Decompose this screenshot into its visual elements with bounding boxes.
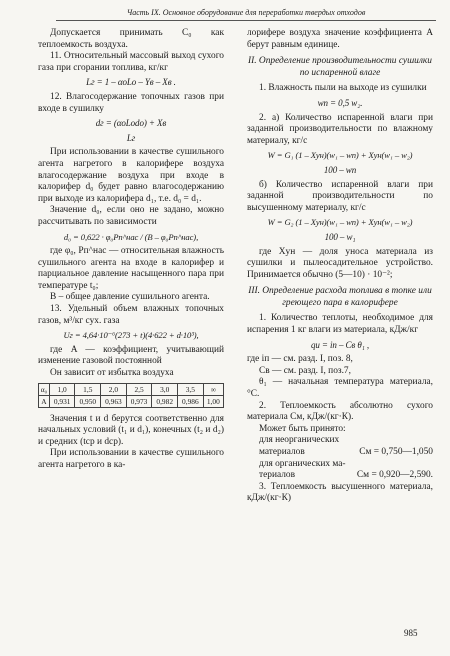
running-header: Часть IX. Основное оборудование для переработки твердых отходов [56,6,436,21]
paragraph: Может быть принято: [259,423,346,434]
table-cell: 3,5 [178,383,204,395]
table-cell: 3,0 [152,383,178,395]
paragraph: 2. а) Количество испаренной влаги при заданной производительности по влажному материалу, кг/с [247,112,433,146]
table-row [39,395,224,407]
paragraph: 13. Удельный объем влажных топочных газов, м³/кг сух. газа [38,304,224,326]
material-row [247,470,433,482]
table-cell: 0,982 [152,395,178,407]
paragraph: θ₁ — начальная температура материала, °С. [247,377,433,400]
paragraph: где φ₀, Pп^нас — относительная влажность сушильного агента на входе в калорифер и парциальное давление насыщенного пара при температуре t₀; [38,246,224,291]
formula-denominator: 100 – wп [323,164,357,175]
formula: qи = iп – Cв θ₁ , [310,339,370,350]
paragraph: 1. Влажность пыли на выходе из сушилки [259,83,427,94]
material-row [247,447,433,459]
material-label: териалов [259,470,295,481]
paragraph: 3. Теплоемкость высушенного материала, кДж/(кг·К) [247,481,433,504]
table-cell: α₀ [39,383,50,395]
table-cell: 0,931 [49,395,75,407]
table-cell: 2,0 [101,383,127,395]
table-row [39,383,224,395]
table-cell: 1,00 [203,395,223,407]
paragraph: 11. Относительный массовый выход сухого газа при сгорании топлива, кг/кг [38,51,224,73]
left-column [38,28,224,472]
paragraph: Значение d₀, если оно не задано, можно рассчитывать по зависимости [38,205,224,227]
paragraph: 12. Влагосодержание топочных газов при входе в сушилку [38,91,224,114]
table-cell: 1,0 [49,383,75,395]
material-label: материалов [259,447,305,457]
paragraph: 1. Количество теплоты, необходимое для испарения 1 кг влаги из материала, кДж/кг [247,313,433,336]
paragraph: Он зависит от избытка воздуха [50,368,174,379]
formula: W = G₁ (1 – Xун)(w₁ – wп) + Xун(w₁ – w₂) [267,150,413,161]
paragraph: где A — коэффициент, учитывающий изменение газовой постоянной [38,344,224,367]
paragraph: Cв — см. разд. I, поз.7, [259,365,351,376]
paragraph: Значения t и d берутся соответственно для начальных условий (t₁ и d₁), конечных (t₂ и d₂) и средних (tср и dср). [38,413,224,447]
table-cell: ∞ [203,383,223,395]
section-heading: II. Определение производительности сушилки по испаренной влаге [248,56,432,78]
table-cell: 0,973 [126,395,152,407]
table-cell: 0,986 [178,395,204,407]
section-heading: III. Определение расхода топлива в топке или греющего пара в калорифере [248,286,432,308]
page-number: 985 [404,628,418,638]
material-value: Cм = 0,920—2,590. [356,470,433,481]
paragraph: б) Количество испаренной влаги при заданной производительности по высушенному материалу, кг/с [247,179,433,213]
formula: Lг = 1 – αoLо – Yв – Xв . [86,77,176,88]
paragraph: B – общее давление сушильного агента. [50,292,210,303]
paragraph: лорифере воздуха значение коэффициента A берут равным единице. [247,28,433,50]
paragraph: где Xун — доля уноса материала из сушилки и пылеосадительное устройство. Принимается обычно (5—10) · 10⁻²; [247,246,433,280]
paragraph: При использовании в качестве сушильного агента нагретого в ка- [38,448,224,470]
formula: wп = 0,5 w₂. [317,97,363,108]
excess-air-table [38,383,224,408]
paragraph: При использовании в качестве сушильного агента нагретого в калорифере воздуха влагосодержание воздуха при входе в калорифер d₀ будет равно влагосодержанию при выходе из калорифера d₁, т.е. d₀ = d₁. [38,147,224,204]
formula: dг = (αoLоdo) + Xв [95,118,167,129]
formula: d₀ = 0,622 · φ₀Pп^нас / (B – φ₀Pп^нас), [63,231,199,242]
paragraph: Допускается принимать C₀ как теплоемкость воздуха. [38,28,224,50]
table-cell: A [39,395,50,407]
table-cell: 2,5 [126,383,152,395]
table-cell: 0,963 [101,395,127,407]
material-value: Cм = 0,750—1,050 [359,447,433,457]
formula-denominator: 100 – w₁ [324,231,356,242]
paragraph: для органических ма- [259,458,346,469]
right-column [247,28,433,505]
table-cell: 1,5 [75,383,101,395]
paragraph: где iп — см. разд. I, поз. 8, [247,354,353,365]
formula: W = G₂ (1 – Xун)(w₁ – wп) + Xун(w₁ – w₂) [267,217,413,228]
formula-denominator: Lг [126,132,136,143]
paragraph: 2. Теплоемкость абсолютно сухого материала Cм, кДж/(кг·К). [247,400,433,423]
table-cell: 0,950 [75,395,101,407]
paragraph: для неорганических [259,435,340,446]
formula: Uг = 4,64·10⁻⁶(273 + t)(4·622 + d·10³), [63,330,199,341]
